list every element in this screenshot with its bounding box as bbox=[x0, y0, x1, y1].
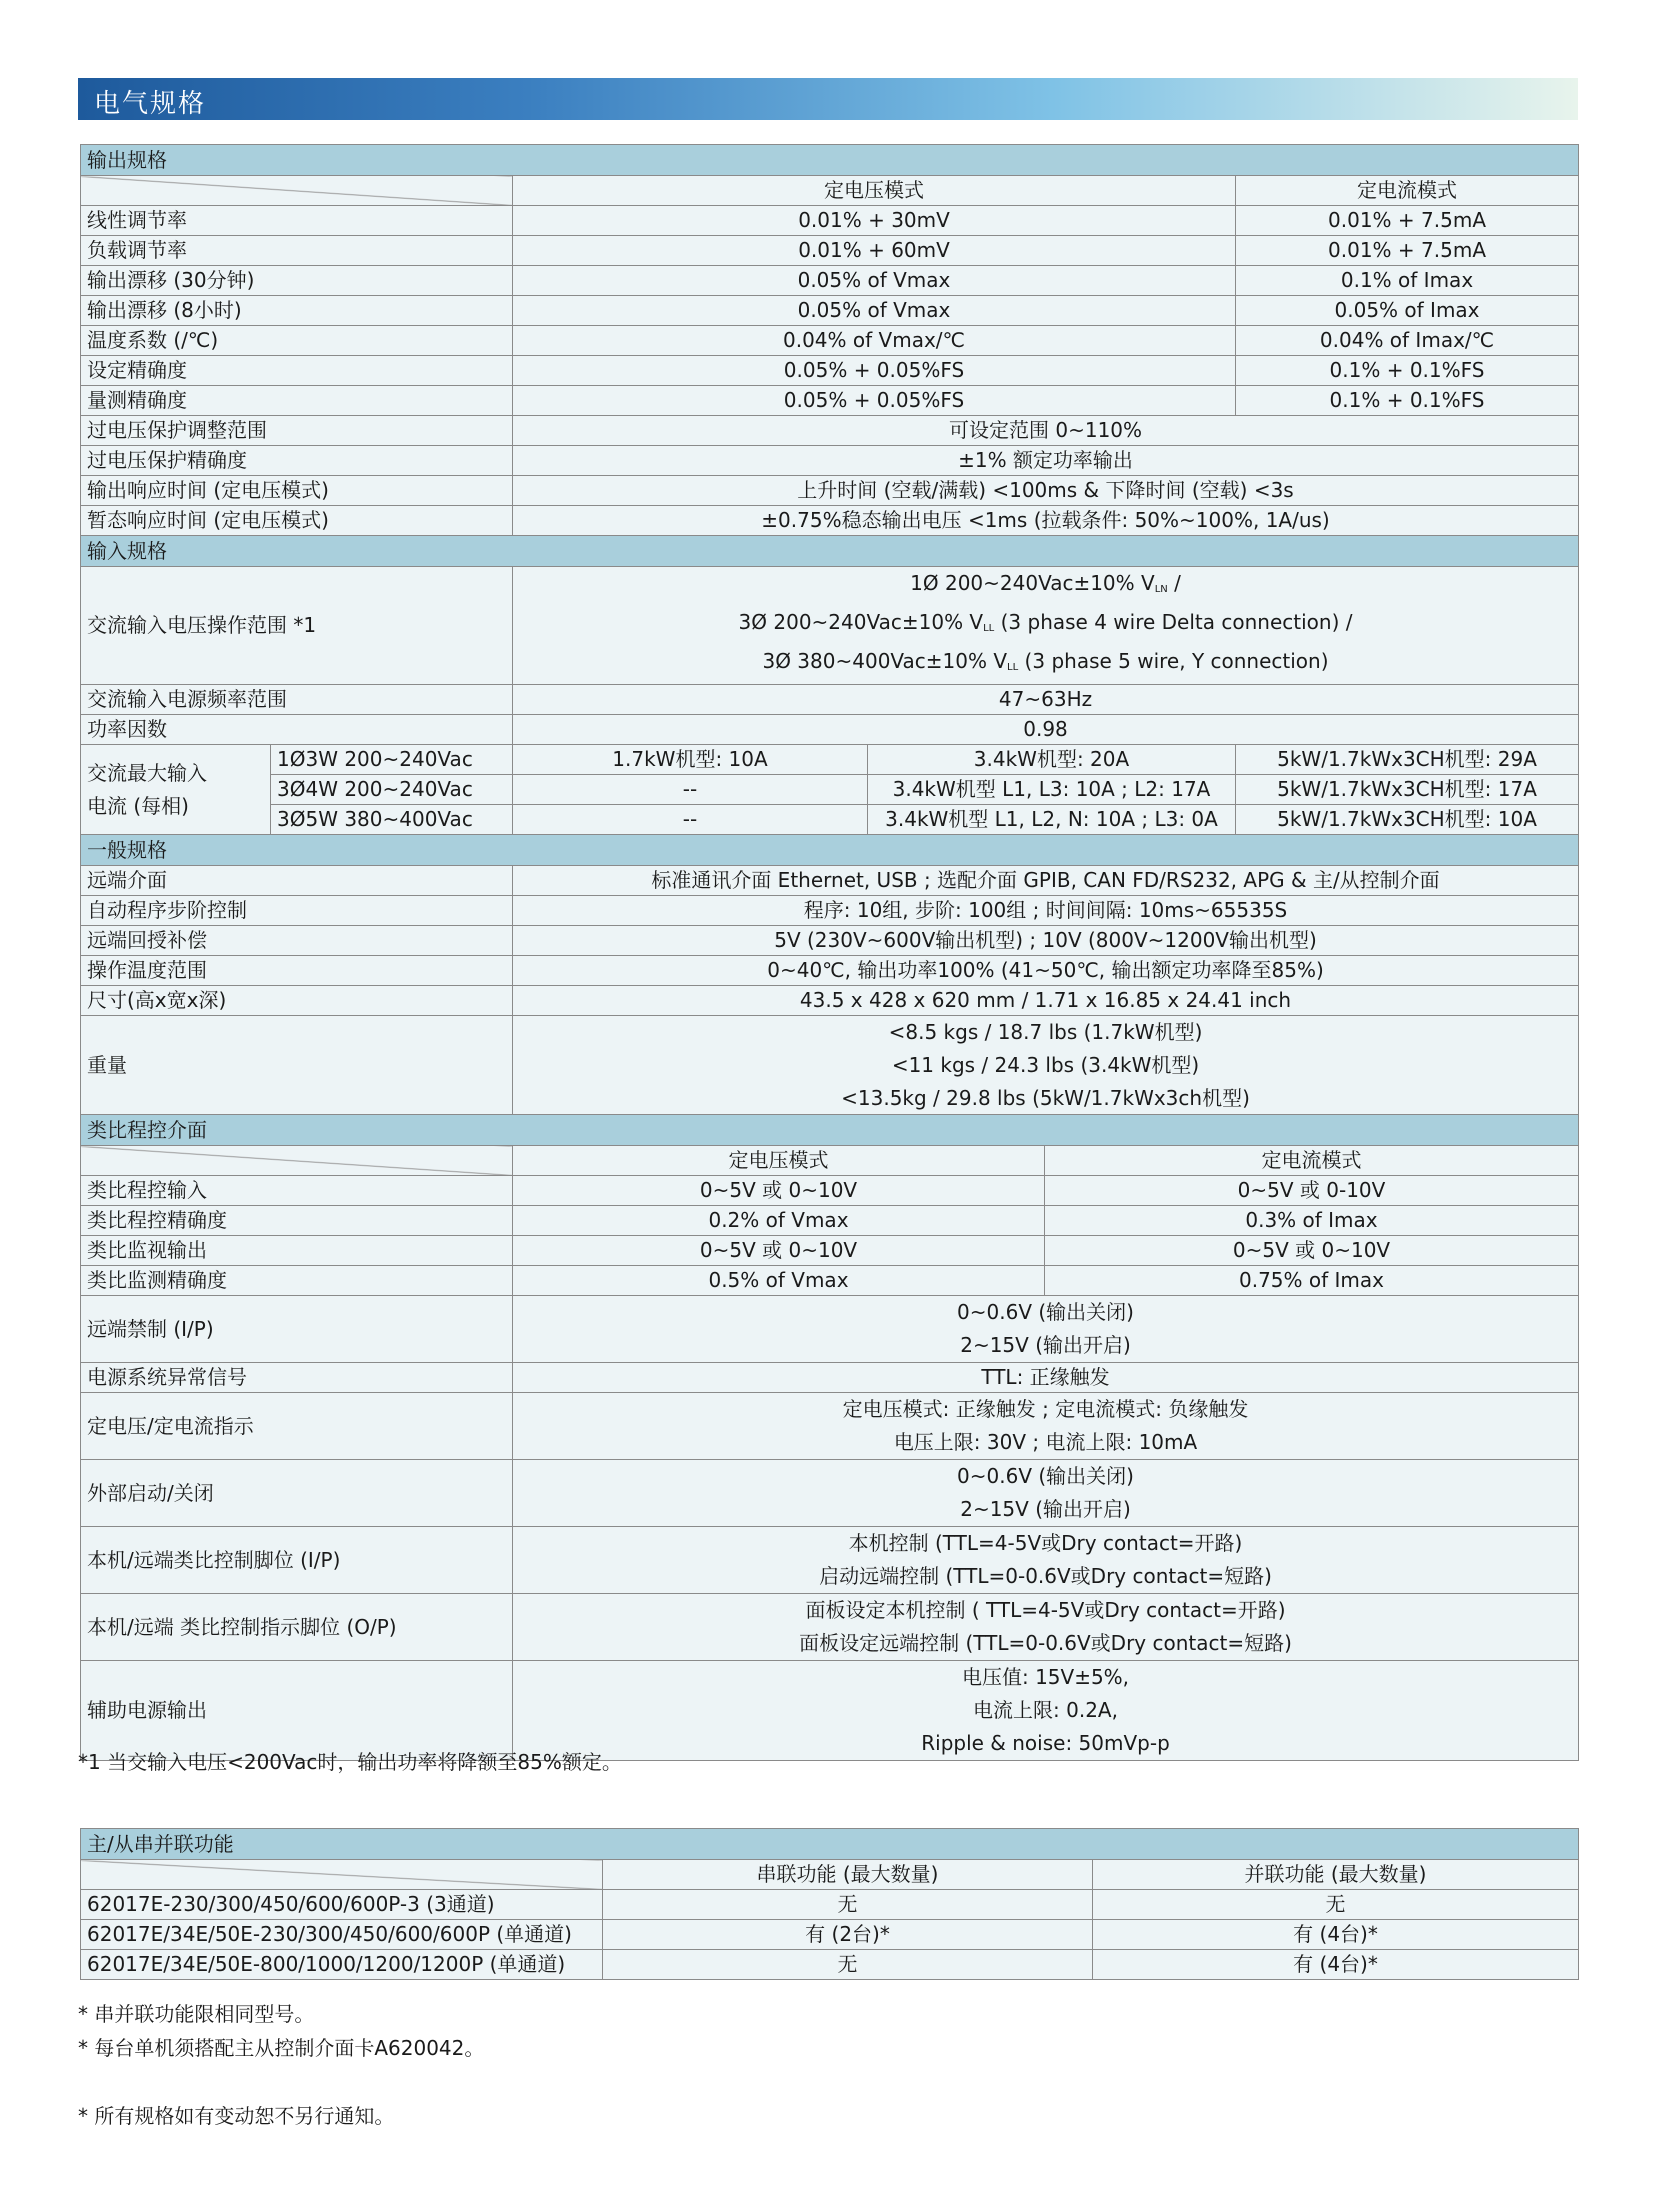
header-cc-mode: 定电流模式 bbox=[1236, 176, 1579, 206]
table-row: 重量 <8.5 kgs / 18.7 lbs (1.7kW机型) <11 kgs / 24.3 lbs (3.4kW机型) <13.5kg / 29.8 lbs (5kW/1.7kWx3ch机型) bbox=[81, 1016, 1579, 1116]
header-cv-mode: 定电压模式 bbox=[513, 1146, 1045, 1176]
note-control-card: * 每台单机须搭配主从控制介面卡A620042。 bbox=[78, 2036, 485, 2060]
max-current-label: 交流最大输入 电流 (每相) bbox=[81, 745, 271, 835]
table-row: 3Ø5W 380~400Vac -- 3.4kW机型 L1, L2, N: 10A ; L3: 0A 5kW/1.7kWx3CH机型: 10A bbox=[81, 805, 1579, 835]
header-corner-cell bbox=[81, 1860, 603, 1890]
electrical-spec-table bbox=[80, 144, 1579, 1116]
table-row: 设定精确度 0.05% + 0.05%FS 0.1% + 0.1%FS bbox=[81, 356, 1579, 386]
section-header-master-slave: 主/从串并联功能 bbox=[81, 1829, 1579, 1860]
master-slave-table bbox=[80, 1828, 1579, 1980]
table-row: 交流最大输入 电流 (每相) 1Ø3W 200~240Vac 1.7kW机型: 10A 3.4kW机型: 20A 5kW/1.7kWx3CH机型: 29A bbox=[81, 745, 1579, 775]
header-corner-cell bbox=[81, 176, 513, 206]
table-row: 过电压保护调整范围 可设定范围 0~110% bbox=[81, 416, 1579, 446]
table-row: 辅助电源输出 电压值: 15V±5%, 电流上限: 0.2A, Ripple & noise: 50mVp-p bbox=[81, 1661, 1579, 1761]
table-row: 输出漂移 (8小时) 0.05% of Vmax 0.05% of Imax bbox=[81, 296, 1579, 326]
header-cc-mode: 定电流模式 bbox=[1045, 1146, 1579, 1176]
table-row: 温度系数 (/℃) 0.04% of Vmax/℃ 0.04% of Imax/℃ bbox=[81, 326, 1579, 356]
table-row: 62017E/34E/50E-800/1000/1200/1200P (单通道) 无 有 (4台)* bbox=[81, 1950, 1579, 1980]
table-row: 输出漂移 (30分钟) 0.05% of Vmax 0.1% of Imax bbox=[81, 266, 1579, 296]
table-row: 交流输入电压操作范围 *1 1Ø 200~240Vac±10% $V_{LN}$ / 3Ø 200~240Vac±10% $V_{LL}$ (3 phase 4 wire Delta connection) / 3Ø 380~400Vac±10% $V_{LL}$ (3 phase 5 wire, Y connection) bbox=[81, 567, 1579, 685]
section-header-input: 输入规格 bbox=[81, 536, 1579, 567]
table-row: 暂态响应时间 (定电压模式) ±0.75%稳态输出电压 <1ms (拉载条件: 50%~100%, 1A/us) bbox=[81, 506, 1579, 536]
table-row: 62017E/34E/50E-230/300/450/600/600P (单通道) 有 (2台)* 有 (4台)* bbox=[81, 1920, 1579, 1950]
table-row: 类比监测精确度 0.5% of Vmax 0.75% of Imax bbox=[81, 1266, 1579, 1296]
header-parallel: 并联功能 (最大数量) bbox=[1093, 1860, 1579, 1890]
header-corner-cell bbox=[81, 1146, 513, 1176]
table-row: 自动程序步阶控制 程序: 10组, 步阶: 100组 ; 时间间隔: 10ms~65535S bbox=[81, 896, 1579, 926]
table-row: 本机/远端类比控制脚位 (I/P) 本机控制 (TTL=4-5V或Dry contact=开路) 启动远端控制 (TTL=0-0.6V或Dry contact=短路) bbox=[81, 1527, 1579, 1594]
table-row: 外部启动/关闭 0~0.6V (输出关闭) 2~15V (输出开启) bbox=[81, 1460, 1579, 1527]
table-row: 功率因数 0.98 bbox=[81, 715, 1579, 745]
header-cv-mode: 定电压模式 bbox=[513, 176, 1236, 206]
note-spec-change: * 所有规格如有变动恕不另行通知。 bbox=[78, 2104, 395, 2128]
section-header-analog: 类比程控介面 bbox=[81, 1115, 1579, 1146]
table-row: 类比程控输入 0~5V 或 0~10V 0~5V 或 0-10V bbox=[81, 1176, 1579, 1206]
table-row: 类比程控精确度 0.2% of Vmax 0.3% of Imax bbox=[81, 1206, 1579, 1236]
table-row: 交流输入电源频率范围 47~63Hz bbox=[81, 685, 1579, 715]
table-row: 输出响应时间 (定电压模式) 上升时间 (空载/满载) <100ms & 下降时间 (空载) <3s bbox=[81, 476, 1579, 506]
table-row: 电源系统异常信号 TTL: 正缘触发 bbox=[81, 1363, 1579, 1393]
table-row: 类比监视输出 0~5V 或 0~10V 0~5V 或 0~10V bbox=[81, 1236, 1579, 1266]
weight-cell: <8.5 kgs / 18.7 lbs (1.7kW机型) <11 kgs / 24.3 lbs (3.4kW机型) <13.5kg / 29.8 lbs (5kW/1.7kWx3ch机型) bbox=[513, 1016, 1579, 1116]
table-row: 本机/远端 类比控制指示脚位 (O/P) 面板设定本机控制 ( TTL=4-5V或Dry contact=开路) 面板设定远端控制 (TTL=0-0.6V或Dry contact=短路) bbox=[81, 1594, 1579, 1661]
table-row: 远端回授补偿 5V (230V~600V输出机型) ; 10V (800V~1200V输出机型) bbox=[81, 926, 1579, 956]
table-row: 3Ø4W 200~240Vac -- 3.4kW机型 L1, L3: 10A ; L2: 17A 5kW/1.7kWx3CH机型: 17A bbox=[81, 775, 1579, 805]
footnote-1: *1 当交输入电压<200Vac时，输出功率将降额至85%额定。 bbox=[78, 1750, 622, 1774]
table-row: 线性调节率 0.01% + 30mV 0.01% + 7.5mA bbox=[81, 206, 1579, 236]
table-row: 负载调节率 0.01% + 60mV 0.01% + 7.5mA bbox=[81, 236, 1579, 266]
header-series: 串联功能 (最大数量) bbox=[603, 1860, 1093, 1890]
section-header-output: 输出规格 bbox=[81, 145, 1579, 176]
table-row: 过电压保护精确度 ±1% 额定功率输出 bbox=[81, 446, 1579, 476]
table-row: 远端介面 标准通讯介面 Ethernet, USB ; 选配介面 GPIB, CAN FD/RS232, APG & 主/从控制介面 bbox=[81, 866, 1579, 896]
ac-range-cell: 1Ø 200~240Vac±10% $V_{LN}$ / 3Ø 200~240Vac±10% $V_{LL}$ (3 phase 4 wire Delta connection) / 3Ø 380~400Vac±10% $V_{LL}$ (3 phase 5 wire, Y connection) bbox=[513, 567, 1579, 685]
page-title: 电气规格 bbox=[94, 89, 207, 119]
table-row: 尺寸(高x宽x深) 43.5 x 428 x 620 mm / 1.71 x 16.85 x 24.41 inch bbox=[81, 986, 1579, 1016]
note-same-model: * 串并联功能限相同型号。 bbox=[78, 2002, 315, 2026]
table-row: 远端禁制 (I/P) 0~0.6V (输出关闭) 2~15V (输出开启) bbox=[81, 1296, 1579, 1363]
table-row: 定电压/定电流指示 定电压模式: 正缘触发 ; 定电流模式: 负缘触发 电压上限: 30V ; 电流上限: 10mA bbox=[81, 1393, 1579, 1460]
section-header-general: 一般规格 bbox=[81, 835, 1579, 866]
analog-interface-table bbox=[80, 1114, 1579, 1761]
table-row: 62017E-230/300/450/600/600P-3 (3通道) 无 无 bbox=[81, 1890, 1579, 1920]
section-banner bbox=[78, 78, 1578, 120]
table-row: 操作温度范围 0~40℃, 输出功率100% (41~50℃, 输出额定功率降至85%) bbox=[81, 956, 1579, 986]
table-row: 量测精确度 0.05% + 0.05%FS 0.1% + 0.1%FS bbox=[81, 386, 1579, 416]
